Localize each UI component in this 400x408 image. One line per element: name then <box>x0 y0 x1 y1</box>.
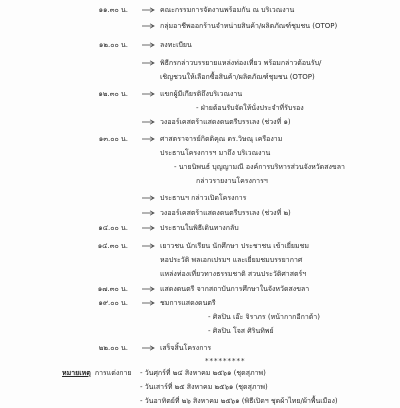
arrow-icon <box>142 345 156 351</box>
schedule-time: ๒๒.๐๐ น. <box>98 344 128 352</box>
schedule-row <box>0 114 400 130</box>
arrow-icon <box>142 300 156 306</box>
arrow-icon <box>142 225 156 231</box>
schedule-text: ประธานฯ กล่าวเปิดโครงการ <box>160 194 247 202</box>
schedule-text: ประธานในพิธีเดินทางกลับ <box>160 224 239 232</box>
arrow-icon <box>142 23 156 29</box>
note-prefix: การแต่งกาย <box>94 369 132 377</box>
arrow-icon <box>142 195 156 201</box>
schedule-row <box>0 69 400 85</box>
schedule-time: ๑๒.๓๐ น. <box>98 90 128 98</box>
schedule-time: ๑๙.๐๐ น. <box>98 299 128 307</box>
schedule-text: เยาวชน นักเรียน นักศึกษา ประชาชน เข้าเยี่ยมชม <box>160 242 309 250</box>
schedule-text: - ฝ่ายต้อนรับจัดให้นั่งประจำที่รับรอง <box>196 104 304 112</box>
end-mark: ********* <box>205 357 246 365</box>
schedule-text: ชมการแสดงดนตรี <box>160 299 216 307</box>
schedule-time: ๑๔.๓๐ น. <box>97 242 128 250</box>
schedule-text: เสร็จสิ้นโครงการ <box>160 344 212 352</box>
schedule-time: ๑๓.๐๐ น. <box>98 135 128 143</box>
schedule-time: ๑๗.๓๐ น. <box>97 285 128 293</box>
arrow-icon <box>142 210 156 216</box>
arrow-icon <box>142 243 156 249</box>
schedule-text: แขกผู้มีเกียรติถึงบริเวณงาน <box>160 90 243 98</box>
schedule-text: แหล่งท่องเที่ยวทางธรรมชาติ สวนประวัติศาสตร์ฯ <box>160 270 307 278</box>
schedule-row <box>0 220 400 236</box>
arrow-icon <box>142 42 156 48</box>
note-line: - วันเสาร์ที่ ๒๕ สิงหาคม ๒๕๖๑ (ชุดสุภาพ) <box>140 383 268 391</box>
schedule-text: วงออร์เคสตร้าแสดงดนตรีบรรเลง (ช่วงที่ ๑) <box>160 118 291 126</box>
note-line: - วันอาทิตย์ที่ ๒๖ สิงหาคม ๒๕๖๑ (พิธีเปิดฯ ชุดผ้าไทย/ผ้าพื้นเมือง) <box>140 397 338 405</box>
schedule-row <box>0 37 400 53</box>
schedule-row <box>0 323 400 339</box>
schedule-row <box>0 190 400 206</box>
schedule-text: หอประวัติ พลเอกเปรมฯ และเยี่ยมชมบรรยากาศ <box>160 256 303 264</box>
arrow-icon <box>142 136 156 142</box>
schedule-row <box>0 340 400 356</box>
schedule-text: พิธีกรกล่าวบรรยายแหล่งท่องเที่ยว พร้อมกล่าวต้อนรับ/ <box>160 59 322 67</box>
schedule-row <box>0 205 400 221</box>
schedule-time: ๑๔.๐๐ น. <box>98 224 128 232</box>
arrow-icon <box>142 60 156 66</box>
schedule-row <box>0 2 400 18</box>
arrow-icon <box>142 119 156 125</box>
schedule-text: แสดงดนตรี จากสถาบันการศึกษาในจังหวัดสงขลา <box>160 285 310 293</box>
schedule-text: ลงทะเบียน <box>160 41 192 49</box>
note-line: - วันศุกร์ที่ ๒๔ สิงหาคม ๒๕๖๑ (ชุดสุภาพ) <box>140 369 266 377</box>
schedule-text: วงออร์เคสตร้าแสดงดนตรีบรรเลง (ช่วงที่ ๒) <box>160 209 291 217</box>
schedule-text: - ศิลปิน โจส ศิรินทิพย์ <box>208 327 274 335</box>
arrow-icon <box>142 286 156 292</box>
arrow-icon <box>142 91 156 97</box>
schedule-text: ศาสตราจารย์กิตติคุณ ดร.วิษณุ เครืองาม <box>160 135 283 143</box>
note-label: หมายเหตุ <box>62 369 91 377</box>
schedule-time: ๑๒.๐๐ น. <box>98 41 128 49</box>
note-label-row <box>62 366 132 380</box>
schedule-text: กลุ่มอาชีพออกร้านจำหน่ายสินค้า/ผลิตภัณฑ์ชุมชน (OTOP) <box>160 22 338 30</box>
schedule-text: ประธานโครงการฯ มาถึง บริเวณงาน <box>160 149 271 157</box>
schedule-time: ๑๑.๓๐ น. <box>98 6 128 14</box>
arrow-icon <box>142 7 156 13</box>
schedule-row <box>0 18 400 34</box>
schedule-text: เชิญชวนให้เลือกซื้อสินค้า/ผลิตภัณฑ์ชุมชน (OTOP) <box>160 73 315 81</box>
schedule-text: คณะกรรมการจัดงานพร้อมกัน ณ บริเวณงาน <box>160 6 295 14</box>
schedule-row <box>0 266 400 282</box>
schedule-row <box>0 173 400 189</box>
schedule-text: - นายนิพนธ์ บุญญามณี องค์การบริหารส่วนจังหวัดสงขลา <box>174 163 345 171</box>
schedule-text: กล่าวรายงานโครงการฯ <box>196 177 268 185</box>
schedule-text: - ศิลปิน เอ๊ะ จิราภร (หน้ากากอีกาต้า) <box>208 313 320 321</box>
